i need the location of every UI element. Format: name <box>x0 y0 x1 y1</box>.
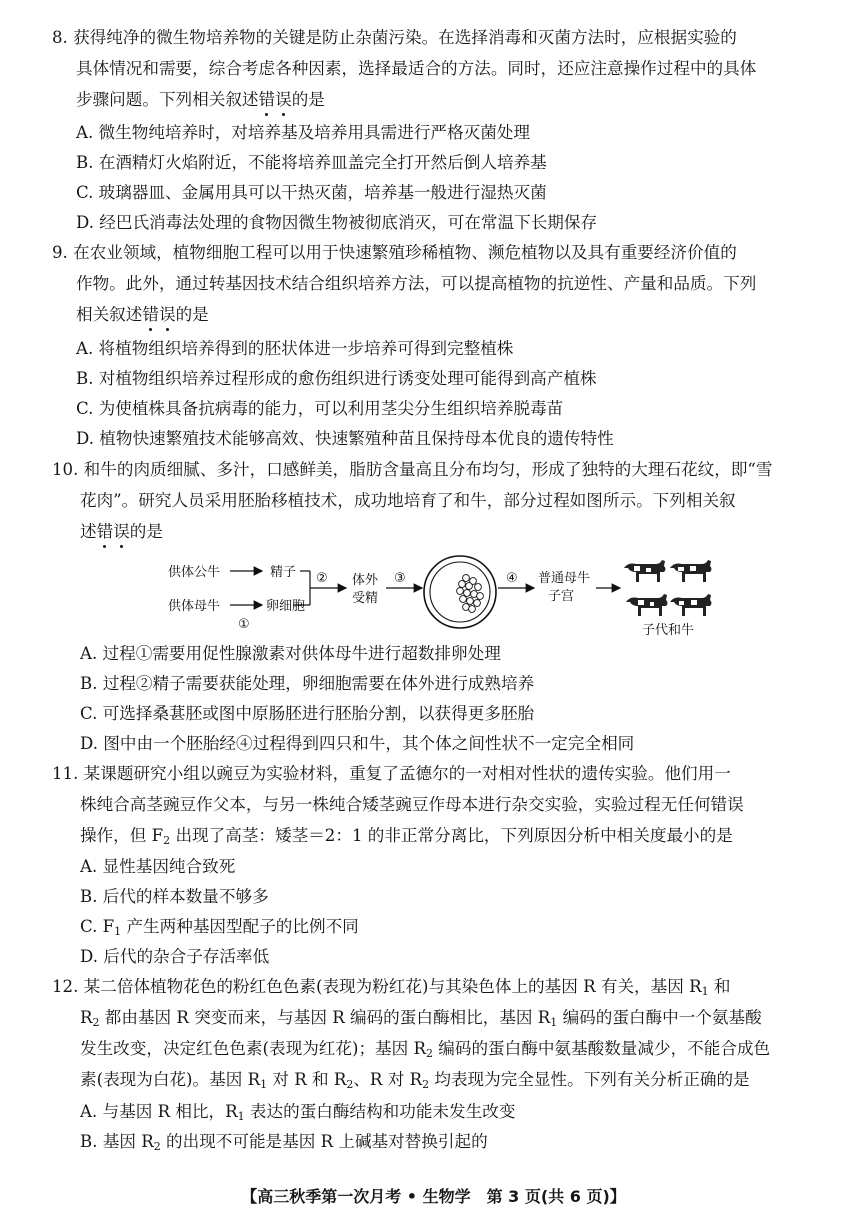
q8-stem-line-2: 具体情况和需要，综合考虑各种因素，选择最适合的方法。同时，还应注意操作过程中的具体 <box>76 59 757 78</box>
label-step-2: ② <box>316 571 328 586</box>
q11-stem-line-1: 11. 某课题研究小组以豌豆为实验材料，重复了孟德尔的一对相对性状的遗传实验。他们用一 <box>52 764 731 783</box>
q12-stem-text: 素(表现为白花)。基因 R <box>80 1070 261 1089</box>
q9-stem-text: 相关叙述 <box>76 305 143 324</box>
label-step-1: ① <box>238 617 250 632</box>
q12-stem-text: 发生改变，决定红色色素(表现为红花)；基因 R <box>80 1039 426 1058</box>
label-offspring: 子代和牛 <box>642 623 695 638</box>
q12-stem-line-1 <box>52 976 730 998</box>
q12-stem-text: R <box>80 1008 93 1027</box>
subscript: 1 <box>701 985 709 998</box>
subscript: 1 <box>550 1016 558 1029</box>
q12-stem-text: 都由基因 R 突变而来，与基因 R 编码的蛋白酶相比，基因 R <box>99 1008 551 1027</box>
q8-stem-line-3 <box>76 89 325 111</box>
label-step-3: ③ <box>394 571 406 586</box>
subscript: 2 <box>92 1016 100 1029</box>
cow-icon <box>624 560 666 582</box>
q11-option-d: D. 后代的杂合子存活率低 <box>80 947 270 966</box>
label-donor-cow: 供体母牛 <box>168 599 221 614</box>
q12-option-a <box>80 1101 515 1123</box>
emphasis-char: 误 <box>158 305 176 324</box>
q11-stem-text: 操作，但 F <box>80 826 164 845</box>
q10-stem-line-1: 10. 和牛的肉质细腻、多汁，口感鲜美，脂肪含量高且分布均匀，形成了独特的大理石花纹，即“雪 <box>52 460 773 479</box>
emphasis-char: 误 <box>113 522 130 541</box>
label-ivf-1: 体外 <box>352 573 379 588</box>
q8-stem-text: 的是 <box>291 90 325 109</box>
subscript: 2 <box>422 1078 430 1091</box>
cow-icon <box>670 560 712 582</box>
label-recipient-1: 普通母牛 <box>538 571 591 586</box>
q8-stem-text: 步骤问题。下列相关叙述 <box>76 90 259 109</box>
q12-option-b-text: B. 基因 R <box>80 1132 154 1151</box>
label-egg: 卵细胞 <box>266 599 306 614</box>
q10-stem-text: 的是 <box>129 522 163 541</box>
label-donor-bull: 供体公牛 <box>168 565 221 580</box>
q12-stem-text: 和 <box>708 977 731 996</box>
q11-option-b: B. 后代的样本数量不够多 <box>80 887 269 906</box>
q9-stem-line-3 <box>76 304 209 326</box>
embryo-transfer-diagram <box>160 552 720 642</box>
q11-option-c-text: 产生两种基因型配子的比例不同 <box>121 917 359 936</box>
q8-option-c: C. 玻璃器皿、金属用具可以干热灭菌，培养基一般进行湿热灭菌 <box>76 183 547 202</box>
label-sperm: 精子 <box>270 565 297 580</box>
q8-option-a: A. 微生物纯培养时，对培养基及培养用具需进行严格灭菌处理 <box>76 123 530 142</box>
q11-option-a: A. 显性基因纯合致死 <box>80 857 236 876</box>
blastocyst-embryo <box>424 556 496 628</box>
q9-option-c: C. 为使植株具备抗病毒的能力，可以利用茎尖分生组织培养脱毒苗 <box>76 399 564 418</box>
q12-stem-line-3 <box>80 1038 770 1060</box>
q12-stem-text: 均表现为完全显性。下列有关分析正确的是 <box>429 1070 750 1089</box>
q9-stem-text: 的是 <box>175 305 209 324</box>
q12-stem-line-2 <box>80 1007 762 1029</box>
q10-option-a: A. 过程①需要用促性腺激素对供体母牛进行超数排卵处理 <box>80 644 501 663</box>
q10-stem-line-3 <box>80 521 163 543</box>
subscript: 1 <box>114 925 122 938</box>
q12-stem-text: 对 R 和 R <box>267 1070 347 1089</box>
cow-icon <box>626 594 668 616</box>
q10-option-d: D. 图中由一个胚胎经④过程得到四只和牛，其个体之间性状不一定完全相同 <box>80 734 635 753</box>
q12-stem-line-4 <box>80 1069 750 1091</box>
q10-option-b: B. 过程②精子需要获能处理，卵细胞需要在体外进行成熟培养 <box>80 674 535 693</box>
q10-stem-text: 述 <box>80 522 97 541</box>
q11-option-c <box>80 916 359 938</box>
q12-stem-text: 12. 某二倍体植物花色的粉红色色素(表现为粉红花)与其染色体上的基因 R 有关，基因 R <box>52 977 702 996</box>
q12-stem-text: 编码的蛋白酶中一个氨基酸 <box>557 1008 762 1027</box>
subscript: 1 <box>260 1078 268 1091</box>
emphasis-char: 错 <box>142 305 159 324</box>
diagram-svg <box>160 552 720 642</box>
q8-option-d: D. 经巴氏消毒法处理的食物因微生物被彻底消灭，可在常温下长期保存 <box>76 213 598 232</box>
q9-stem-line-1: 9. 在农业领域，植物细胞工程可以用于快速繁殖珍稀植物、濒危植物以及具有重要经济价值的 <box>52 243 737 262</box>
label-ivf-2: 受精 <box>352 591 379 606</box>
cow-icon <box>670 594 712 616</box>
subscript: 2 <box>163 834 171 847</box>
q12-option-a-text: 表达的蛋白酶结构和功能未发生改变 <box>244 1102 516 1121</box>
emphasis-char: 错 <box>96 522 114 541</box>
emphasis-char: 误 <box>275 90 292 109</box>
label-step-4: ④ <box>506 571 518 586</box>
q11-option-c-text: C. F <box>80 917 115 936</box>
q12-stem-text: 编码的蛋白酶中氨基酸数量减少，不能合成色 <box>433 1039 771 1058</box>
q12-option-a-text: A. 与基因 R 相比，R <box>80 1102 238 1121</box>
q11-stem-text: 出现了高茎：矮茎＝2：1 的非正常分离比，下列原因分析中相关度最小的是 <box>170 826 733 845</box>
page-footer: 【高三秋季第一次月考 • 生物学 第 3 页(共 6 页)】 <box>241 1187 626 1206</box>
q11-stem-line-3 <box>80 825 733 847</box>
emphasis-char: 错 <box>258 90 276 109</box>
subscript: 2 <box>426 1047 433 1060</box>
q9-option-d: D. 植物快速繁殖技术能够高效、快速繁殖种苗且保持母本优良的遗传特性 <box>76 429 614 448</box>
q8-stem-line-1: 8. 获得纯净的微生物培养物的关键是防止杂菌污染。在选择消毒和灭菌方法时，应根据实验的 <box>52 28 737 47</box>
q10-option-c: C. 可选择桑葚胚或图中原肠胚进行胚胎分割，以获得更多胚胎 <box>80 704 535 723</box>
subscript: 2 <box>346 1078 354 1091</box>
q12-option-b-text: 的出现不可能是基因 R 上碱基对替换引起的 <box>160 1132 488 1151</box>
q9-option-a: A. 将植物组织培养得到的胚状体进一步培养可得到完整植株 <box>76 339 514 358</box>
label-recipient-2: 子宫 <box>548 589 575 604</box>
q9-stem-line-2: 作物。此外，通过转基因技术结合组织培养方法，可以提高植物的抗逆性、产量和品质。下列 <box>76 274 757 293</box>
subscript: 1 <box>237 1110 245 1123</box>
q12-stem-text: 、R 对 R <box>353 1070 423 1089</box>
q10-stem-line-2: 花肉”。研究人员采用胚胎移植技术，成功地培育了和牛，部分过程如图所示。下列相关叙 <box>80 491 736 510</box>
q12-option-b <box>80 1131 488 1153</box>
q11-stem-line-2: 株纯合高茎豌豆作父本，与另一株纯合矮茎豌豆作母本进行杂交实验，实验过程无任何错误 <box>80 795 744 814</box>
q8-option-b: B. 在酒精灯火焰附近，不能将培养皿盖完全打开然后倒人培养基 <box>76 153 547 172</box>
subscript: 2 <box>153 1140 161 1153</box>
q9-option-b: B. 对植物组织培养过程形成的愈伤组织进行诱变处理可能得到高产植株 <box>76 369 597 388</box>
